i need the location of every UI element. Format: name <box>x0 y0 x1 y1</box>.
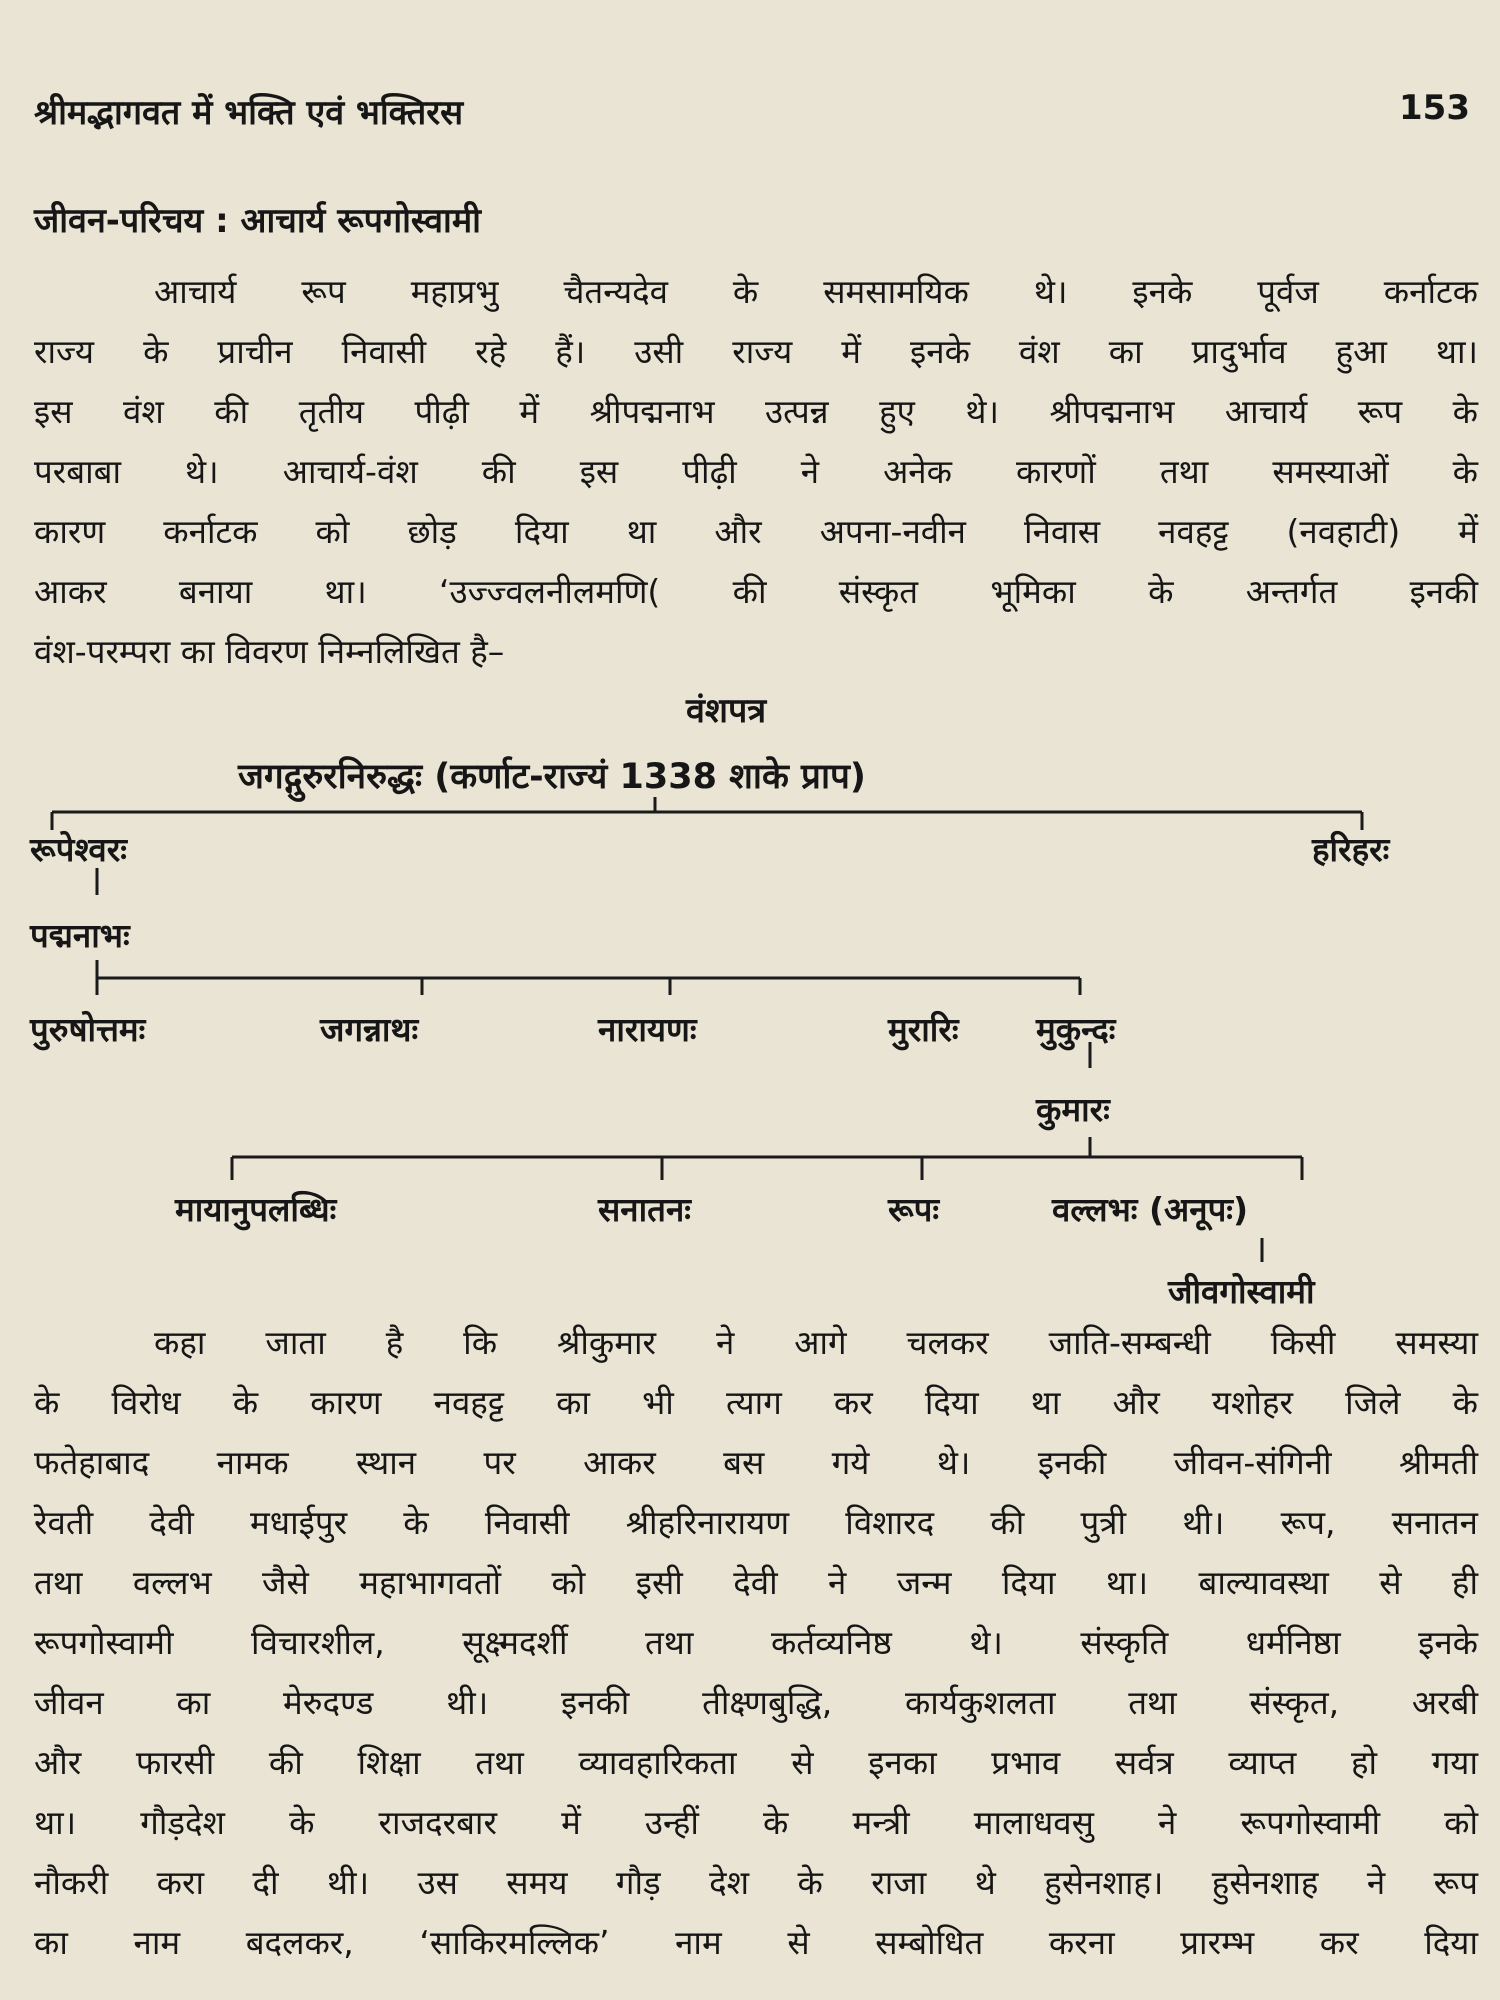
tree-node: नारायणः <box>598 1010 697 1049</box>
tree-root: जगद्गुरुरनिरुद्धः (कर्णाट-राज्यं 1338 शाके प्राप) <box>238 757 866 797</box>
tree-node: रूपेश्वरः <box>30 830 127 869</box>
tree-node: रूपः <box>888 1190 940 1229</box>
text-line: आकर बनाया था। ‘उज्ज्वलनीलमणि( की संस्कृत भूमिका के अन्तर्गत इनकी <box>34 572 1478 611</box>
page-number: 153 <box>1399 88 1470 128</box>
text-line: तथा वल्लभ जैसे महाभागवतों को इसी देवी ने जन्म दिया था। बाल्यावस्था से ही <box>34 1563 1478 1602</box>
tree-node: वल्लभः (अनूपः) <box>1052 1190 1249 1229</box>
text-line: जीवन का मेरुदण्ड थी। इनकी तीक्ष्णबुद्धि, कार्यकुशलता तथा संस्कृत, अरबी <box>34 1683 1478 1722</box>
tree-node: मुरारिः <box>888 1010 959 1049</box>
tree-node: सनातनः <box>598 1190 691 1229</box>
tree-node: मायानुपलब्धिः <box>175 1190 337 1229</box>
tree-node: पुरुषोत्तमः <box>30 1010 146 1049</box>
text-line: के विरोध के कारण नवहट्ट का भी त्याग कर दिया था और यशोहर जिले के <box>34 1383 1478 1422</box>
running-header-title: श्रीमद्भागवत में भक्ति एवं भक्तिरस <box>34 93 464 133</box>
text-line: वंश-परम्परा का विवरण निम्नलिखित है– <box>34 632 505 671</box>
paragraph-biography <box>34 1313 1478 1973</box>
tree-node: मुकुन्दः <box>1036 1010 1116 1049</box>
text-line: आचार्य रूप महाप्रभु चैतन्यदेव के समसामयिक थे। इनके पूर्वज कर्नाटक <box>154 272 1478 311</box>
section-heading: जीवन-परिचय : आचार्य रूपगोस्वामी <box>34 201 481 241</box>
text-line: परबाबा थे। आचार्य-वंश की इस पीढ़ी ने अनेक कारणों तथा समस्याओं के <box>34 452 1478 491</box>
text-line: फतेहाबाद नामक स्थान पर आकर बस गये थे। इनकी जीवन-संगिनी श्रीमती <box>34 1443 1478 1482</box>
tree-node: जगन्नाथः <box>320 1010 419 1049</box>
tree-node: पद्मनाभः <box>30 916 130 955</box>
text-line: कारण कर्नाटक को छोड़ दिया था और अपना-नवीन निवास नवहट्ट (नवहाटी) में <box>34 512 1478 551</box>
tree-node: कुमारः <box>1036 1090 1110 1129</box>
text-line: रूपगोस्वामी विचारशील, सूक्ष्मदर्शी तथा कर्तव्यनिष्ठ थे। संस्कृति धर्मनिष्ठा इनके <box>34 1623 1478 1662</box>
text-line: था। गौड़देश के राजदरबार में उन्हीं के मन्त्री मालाधवसु ने रूपगोस्वामी को <box>34 1803 1478 1842</box>
text-line: कहा जाता है कि श्रीकुमार ने आगे चलकर जाति-सम्बन्धी किसी समस्या <box>154 1323 1478 1362</box>
text-line: रेवती देवी मधाईपुर के निवासी श्रीहरिनारायण विशारद की पुत्री थी। रूप, सनातन <box>34 1503 1478 1542</box>
text-line: नौकरी करा दी थी। उस समय गौड़ देश के राजा थे हुसेनशाह। हुसेनशाह ने रूप <box>34 1863 1478 1902</box>
text-line: और फारसी की शिक्षा तथा व्यावहारिकता से इनका प्रभाव सर्वत्र व्याप्त हो गया <box>34 1743 1478 1782</box>
text-line: राज्य के प्राचीन निवासी रहे हैं। उसी राज्य में इनके वंश का प्रादुर्भाव हुआ था। <box>34 332 1478 371</box>
text-line: इस वंश की तृतीय पीढ़ी में श्रीपद्मनाभ उत्पन्न हुए थे। श्रीपद्मनाभ आचार्य रूप के <box>34 392 1478 431</box>
tree-heading: वंशपत्र <box>686 691 767 731</box>
tree-node: हरिहरः <box>1312 830 1390 869</box>
text-line: का नाम बदलकर, ‘साकिरमल्लिक’ नाम से सम्बोधित करना प्रारम्भ कर दिया <box>34 1923 1478 1962</box>
tree-node: जीवगोस्वामी <box>1168 1272 1315 1311</box>
